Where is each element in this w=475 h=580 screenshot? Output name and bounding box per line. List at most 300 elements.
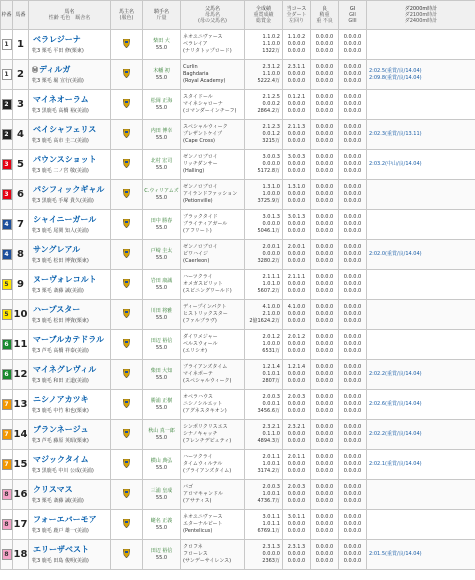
horse-number: 5	[13, 150, 29, 180]
record-cell	[245, 300, 283, 330]
soft-record: 0.0.0.0	[315, 371, 334, 377]
horse-number: 17	[13, 510, 29, 540]
total-prize: 3725.9万	[257, 198, 280, 204]
horse-name-link[interactable]: フォーエバーモア	[33, 514, 97, 524]
good-record: 0.0.0.0	[315, 304, 334, 310]
horse-name-link[interactable]: ブランネージュ	[33, 424, 89, 434]
graded-record: 0.0.0.2	[262, 101, 280, 107]
pedigree-cell	[181, 390, 245, 420]
horse-info: 牝3 芦毛 藤原 英昭(栗東)	[32, 437, 89, 444]
pedigree-cell	[181, 330, 245, 360]
jockey-link[interactable]: 田中 勝春	[150, 218, 173, 224]
course-record-cell	[283, 30, 311, 60]
silks-icon	[123, 159, 130, 168]
sire-name: スタイドール	[183, 94, 213, 100]
best-time-2000: 2:02.0(重賞/良/14.04)	[369, 251, 422, 257]
sire-name: ハーツクライ	[183, 454, 213, 460]
g2-record: 0.0.0.0	[343, 431, 362, 437]
total-record: 2.1.1.1	[262, 274, 280, 280]
best-time-2000: 2:03.2(中山/良/14.04)	[369, 161, 422, 167]
total-record: 2.3.1.2	[262, 64, 280, 70]
damsire-name: (Caerleon)	[183, 258, 210, 264]
jockey-link[interactable]: 蛯名 正義	[150, 518, 173, 524]
best-time-cell	[367, 540, 475, 570]
frame-cell	[1, 510, 13, 540]
soft-record: 0.0.0.0	[315, 101, 334, 107]
horse-info: 牝3 栗毛 堀 宣行(美浦)	[32, 77, 84, 84]
track-record-cell	[311, 510, 339, 540]
horse-name-link[interactable]: ディルガ	[39, 64, 71, 74]
jockey-weight: 55.0	[155, 375, 168, 381]
horse-name-link[interactable]: マイネオーラム	[33, 94, 89, 104]
track-record-cell	[311, 360, 339, 390]
g1-record: 0.0.0.0	[343, 394, 362, 400]
track-record-cell	[311, 210, 339, 240]
good-record: 0.0.0.0	[315, 334, 334, 340]
track-record-cell	[311, 450, 339, 480]
total-prize: 2億1624.2万	[249, 318, 280, 324]
g3-record: 0.0.0.0	[343, 498, 362, 504]
good-record: 0.0.0.0	[315, 64, 334, 70]
soft-record: 0.0.0.0	[315, 401, 334, 407]
sire-name: ゼンノロブロイ	[183, 244, 218, 250]
jockey-link[interactable]: 木幡 初	[153, 68, 170, 74]
best-time-cell	[367, 90, 475, 120]
horse-name-link[interactable]: クリスマス	[33, 484, 73, 494]
horse-row	[1, 60, 475, 90]
header-track: 良 稍重 重 不良	[311, 1, 339, 30]
frame-number: 8	[2, 549, 12, 560]
horse-name-link[interactable]: エリーザベスト	[33, 544, 89, 554]
best-time-cell	[367, 30, 475, 60]
total-record: 2.0.0.3	[262, 484, 280, 490]
horse-name-link[interactable]: ヌーヴォレコルト	[33, 274, 97, 284]
horse-number: 8	[13, 240, 29, 270]
damsire-name: (ブライアンズタイム)	[183, 468, 232, 474]
damsire-name: (Petionville)	[183, 198, 213, 204]
course-record: 3.0.0.3	[287, 154, 306, 160]
soft-record: 0.0.0.0	[315, 191, 334, 197]
dirt-record: 0.0.0.0	[287, 71, 306, 77]
course-record: 2.0.1.1	[287, 454, 306, 460]
horse-info: 牝3 鹿毛 松田 博資(栗東)	[32, 257, 89, 264]
horse-name-link[interactable]: パウンスショット	[33, 154, 97, 164]
sire-name: スペシャルウィーク	[183, 124, 228, 130]
horse-name-link[interactable]: シャイニーガール	[33, 214, 97, 224]
owner-cell	[111, 210, 143, 240]
frame-number: 7	[2, 459, 12, 470]
dirt-record: 0.0.0.0	[287, 101, 306, 107]
track-record-cell	[311, 540, 339, 570]
horse-row	[1, 210, 475, 240]
silks-icon	[123, 549, 130, 558]
g3-record: 0.0.0.0	[343, 258, 362, 264]
horse-name-link[interactable]: ニシノアカツキ	[33, 394, 89, 404]
dam-name: シナノキャッチ	[183, 431, 218, 437]
silks-icon	[123, 399, 130, 408]
horse-row	[1, 180, 475, 210]
grade-record-cell	[339, 390, 367, 420]
course-record-cell	[283, 450, 311, 480]
best-time-cell	[367, 60, 475, 90]
horse-name-link[interactable]: マーブルカテドラル	[33, 334, 105, 344]
graded-record: 1.0.1.1	[262, 521, 280, 527]
horse-number: 4	[13, 120, 29, 150]
course-record: 2.1.1.3	[287, 124, 306, 130]
track-record-cell	[311, 180, 339, 210]
sire-name: ブライアンズタイム	[183, 364, 228, 370]
course-record: 1.3.1.0	[287, 184, 306, 190]
sire-name: オペラハウス	[183, 394, 213, 400]
g1-record: 0.0.0.0	[343, 184, 362, 190]
left-record: 0.0.0.0	[287, 468, 306, 474]
g2-record: 0.0.0.0	[343, 521, 362, 527]
course-record: 2.3.1.1	[287, 64, 306, 70]
pedigree-cell	[181, 510, 245, 540]
pedigree-cell	[181, 150, 245, 180]
g1-record: 0.0.0.0	[343, 34, 362, 40]
horse-info: 牝3 鹿毛 鹿戸 雄一(美浦)	[32, 527, 89, 534]
owner-cell	[111, 120, 143, 150]
total-prize: 3215万	[262, 138, 280, 144]
dirt-record: 0.0.0.0	[287, 551, 306, 557]
frame-cell	[1, 540, 13, 570]
course-record-cell	[283, 180, 311, 210]
g1-record: 0.0.0.0	[343, 64, 362, 70]
total-record: 1.3.1.0	[262, 184, 280, 190]
frame-number: 3	[2, 189, 12, 200]
soft-record: 0.0.0.0	[315, 461, 334, 467]
grade-record-cell	[339, 360, 367, 390]
horse-name-link[interactable]: マジックタイム	[33, 454, 89, 464]
dirt-record: 0.0.0.0	[287, 341, 306, 347]
jockey-link[interactable]: 松岡 正海	[150, 98, 173, 104]
header-frame: 枠番	[1, 1, 13, 30]
horse-name-cell	[29, 480, 111, 510]
owner-cell	[111, 510, 143, 540]
damsire-name: (アグネスタキオン)	[183, 408, 227, 414]
jockey-weight: 55.0	[155, 255, 168, 261]
g1-record: 0.0.0.0	[343, 514, 362, 520]
jockey-link[interactable]: 横山 典弘	[150, 458, 173, 464]
g3-record: 0.0.0.0	[343, 528, 362, 534]
jockey-link[interactable]: 内田 博幸	[150, 128, 173, 134]
frame-number: 6	[2, 339, 12, 350]
damsire-name: (Halling)	[183, 168, 205, 174]
frame-number: 5	[2, 309, 12, 320]
entry-rows	[1, 30, 475, 570]
pedigree-cell	[181, 120, 245, 150]
track-record-cell	[311, 60, 339, 90]
jockey-weight: 55.0	[155, 225, 168, 231]
horse-row	[1, 420, 475, 450]
pedigree-cell	[181, 60, 245, 90]
record-cell	[245, 90, 283, 120]
header-best: ダ2000m時計 ダ2100m時計 ダ2400m時計	[367, 1, 475, 30]
total-record: 2.0.1.2	[262, 334, 280, 340]
horse-name-cell	[29, 30, 111, 60]
dam-name: フローレス	[183, 551, 208, 557]
g1-record: 0.0.0.0	[343, 304, 362, 310]
g3-record: 0.0.0.0	[343, 108, 362, 114]
track-record-cell	[311, 300, 339, 330]
owner-cell	[111, 420, 143, 450]
horse-name-link[interactable]: ハープスター	[33, 304, 81, 314]
horse-info: 牝3 鹿毛 田島 俊明(美浦)	[32, 557, 89, 564]
soft-record: 0.0.0.0	[315, 161, 334, 167]
damsire-name: (コマンダーインチーフ)	[183, 108, 237, 114]
frame-cell	[1, 210, 13, 240]
horse-number: 12	[13, 360, 29, 390]
horse-number: 16	[13, 480, 29, 510]
jockey-link[interactable]: 川田 将雅	[150, 308, 173, 314]
header-name: 馬名 性齢 毛色 厩舎名	[29, 1, 111, 30]
horse-info: 牝3 鹿毛 松田 博資(栗東)	[32, 317, 89, 324]
frame-cell	[1, 90, 13, 120]
jockey-weight: 55.0	[155, 105, 168, 111]
graded-record: 1.0.0.1	[262, 491, 280, 497]
total-record: 4.1.0.0	[262, 304, 280, 310]
horse-row	[1, 360, 475, 390]
left-record: 0.0.0.0	[287, 408, 306, 414]
frame-number: 5	[2, 279, 12, 290]
record-cell	[245, 480, 283, 510]
horse-info: 牝3 鹿毛 中竹 和也(栗東)	[32, 407, 89, 414]
horse-row	[1, 510, 475, 540]
soft-record: 0.0.0.0	[315, 551, 334, 557]
pedigree-cell	[181, 30, 245, 60]
heavy-record: 0.0.0.0	[315, 378, 334, 384]
g2-record: 0.0.0.0	[343, 551, 362, 557]
pedigree-cell	[181, 240, 245, 270]
g3-record: 0.0.0.0	[343, 378, 362, 384]
graded-record: 1.0.0.0	[262, 341, 280, 347]
graded-record: 1.1.0.0	[262, 41, 280, 47]
course-record: 3.0.1.3	[287, 214, 306, 220]
total-record: 3.0.1.1	[262, 514, 280, 520]
horse-name-link[interactable]: サングレアル	[33, 244, 81, 254]
dam-name: リッチダンサー	[183, 161, 218, 167]
damsire-name: (Royal Academy)	[183, 78, 226, 84]
heavy-record: 0.0.0.0	[315, 558, 334, 564]
left-record: 0.0.0.0	[287, 498, 306, 504]
best-time-2000: 2:02.6(重賞/良/14.04)	[369, 401, 422, 407]
jockey-cell	[143, 540, 181, 570]
jockey-link[interactable]: 柴田 大知	[150, 368, 173, 374]
g3-record: 0.0.0.0	[343, 318, 362, 324]
dirt-record: 0.0.0.0	[287, 191, 306, 197]
jockey-link[interactable]: C.ウィリアムズ	[144, 188, 179, 194]
jockey-link[interactable]: 田辺 裕信	[150, 548, 173, 554]
sire-name: ディープインパクト	[183, 304, 227, 310]
horse-row	[1, 30, 475, 60]
silks-icon	[123, 519, 130, 528]
course-record-cell	[283, 150, 311, 180]
dirt-record: 0.0.0.0	[287, 41, 306, 47]
header-course: 当コース 全ダート 左回り	[283, 1, 311, 30]
horse-row	[1, 150, 475, 180]
jockey-link[interactable]: 田辺 裕信	[150, 338, 173, 344]
dam-name: マイネボーテ	[183, 371, 213, 377]
heavy-record: 0.0.0.0	[315, 48, 334, 54]
best-time-2000: 2:01.5(重賞/良/14.04)	[369, 551, 422, 557]
heavy-record: 0.0.0.0	[315, 318, 334, 324]
best-time-cell	[367, 270, 475, 300]
soft-record: 0.0.0.0	[315, 311, 334, 317]
horse-name-cell	[29, 60, 111, 90]
horse-name-link[interactable]: マイネグレヴィル	[33, 364, 97, 374]
left-record: 0.0.0.0	[287, 528, 306, 534]
silks-icon	[123, 339, 130, 348]
horse-row	[1, 390, 475, 420]
jockey-link[interactable]: 戸崎 圭太	[150, 248, 173, 254]
left-record: 0.0.0.0	[287, 258, 306, 264]
left-record: 0.0.0.0	[287, 318, 306, 324]
total-prize: 3456.6万	[257, 408, 280, 414]
horse-row	[1, 270, 475, 300]
total-record: 2.0.1.1	[262, 454, 280, 460]
dirt-record: 0.0.0.0	[287, 251, 306, 257]
jockey-weight: 55.0	[155, 75, 168, 81]
frame-number: 1	[2, 69, 12, 80]
owner-cell	[111, 390, 143, 420]
horse-number: 14	[13, 420, 29, 450]
best-time-cell	[367, 240, 475, 270]
course-record-cell	[283, 510, 311, 540]
pedigree-cell	[181, 180, 245, 210]
graded-record: 1.0.0.1	[262, 461, 280, 467]
frame-cell	[1, 330, 13, 360]
jockey-link[interactable]: 勝浦 正樹	[150, 398, 173, 404]
dam-name: アロマキャンドル	[183, 491, 224, 497]
damsire-name: (スペシャルウィーク)	[183, 378, 232, 384]
horse-name-cell	[29, 150, 111, 180]
good-record: 0.0.0.0	[315, 34, 334, 40]
good-record: 0.0.0.0	[315, 544, 334, 550]
horse-name-link[interactable]: ベラレジーナ	[33, 34, 81, 44]
sire-name: ネオユニヴァース	[183, 34, 223, 40]
dirt-record: 0.0.0.0	[287, 221, 306, 227]
record-cell	[245, 240, 283, 270]
total-prize: 3280.2万	[257, 258, 280, 264]
total-record: 1.2.1.4	[262, 364, 280, 370]
course-record: 2.0.0.3	[287, 394, 306, 400]
best-time-cell	[367, 450, 475, 480]
heavy-record: 0.0.0.0	[315, 468, 334, 474]
grade-record-cell	[339, 540, 367, 570]
grade-record-cell	[339, 480, 367, 510]
best-time-cell	[367, 420, 475, 450]
owner-cell	[111, 450, 143, 480]
g3-record: 0.0.0.0	[343, 48, 362, 54]
g3-record: 0.0.0.0	[343, 348, 362, 354]
total-prize: 5222.4万	[257, 78, 280, 84]
frame-cell	[1, 450, 13, 480]
horse-row	[1, 330, 475, 360]
frame-number: 8	[2, 489, 12, 500]
horse-info: 牝3 栗毛 斎藤 誠(美浦)	[32, 287, 84, 294]
horse-info: 牝3 栗毛 平田 修(栗東)	[32, 47, 84, 54]
soft-record: 0.0.0.0	[315, 221, 334, 227]
jockey-link[interactable]: 秋山 真一郎	[148, 428, 175, 434]
frame-cell	[1, 360, 13, 390]
frame-number: 7	[2, 429, 12, 440]
jockey-link[interactable]: 三浦 皇成	[150, 488, 173, 494]
heavy-record: 0.0.0.0	[315, 438, 334, 444]
frame-number: 4	[2, 219, 12, 230]
jockey-cell	[143, 180, 181, 210]
total-record: 2.3.1.3	[262, 544, 280, 550]
owner-cell	[111, 30, 143, 60]
left-record: 0.0.0.0	[287, 78, 306, 84]
best-time-2100: 2:09.8(重賞/良/14.04)	[369, 74, 422, 81]
horse-name-link[interactable]: パシフィックギャル	[33, 184, 105, 194]
silks-icon	[123, 489, 130, 498]
dirt-record: 0.0.0.0	[287, 491, 306, 497]
g2-record: 0.0.0.0	[343, 371, 362, 377]
frame-number: 3	[2, 159, 12, 170]
soft-record: 0.0.0.0	[315, 251, 334, 257]
horse-name-cell	[29, 510, 111, 540]
best-time-2000: 2:02.2(重賞/良/14.04)	[369, 431, 422, 437]
frame-cell	[1, 150, 13, 180]
dam-name: アイランドファッション	[183, 191, 238, 197]
g3-record: 0.0.0.0	[343, 468, 362, 474]
record-cell	[245, 360, 283, 390]
horse-info: 牝3 黒鹿毛 高橋 裕(美浦)	[32, 107, 89, 114]
left-record: 0.0.0.0	[287, 558, 306, 564]
damsire-name: (Cape Cross)	[183, 138, 216, 144]
course-record-cell	[283, 330, 311, 360]
horse-name-cell	[29, 420, 111, 450]
g3-record: 0.0.0.0	[343, 288, 362, 294]
horse-number: 2	[13, 60, 29, 90]
g1-record: 0.0.0.0	[343, 124, 362, 130]
record-cell	[245, 390, 283, 420]
course-record-cell	[283, 420, 311, 450]
record-cell	[245, 180, 283, 210]
left-record: 0.0.0.0	[287, 108, 306, 114]
jockey-weight: 55.0	[155, 435, 168, 441]
horse-name-link[interactable]: ベイシャフェリス	[33, 124, 97, 134]
horse-name-cell	[29, 90, 111, 120]
sire-name: ハーツクライ	[183, 274, 213, 280]
jockey-link[interactable]: 柴田 大	[153, 38, 170, 44]
course-record: 2.3.1.3	[287, 544, 306, 550]
jockey-link[interactable]: 岩田 康誠	[150, 278, 173, 284]
dirt-record: 0.0.0.0	[287, 431, 306, 437]
g2-record: 0.0.0.0	[343, 401, 362, 407]
record-cell	[245, 450, 283, 480]
jockey-link[interactable]: 北村 宏司	[150, 158, 173, 164]
good-record: 0.0.0.0	[315, 514, 334, 520]
grade-record-cell	[339, 150, 367, 180]
soft-record: 0.0.0.0	[315, 491, 334, 497]
jockey-cell	[143, 210, 181, 240]
dam-name: オメガスピリット	[183, 281, 223, 287]
dirt-record: 0.0.0.0	[287, 161, 306, 167]
course-record-cell	[283, 390, 311, 420]
horse-number: 9	[13, 270, 29, 300]
good-record: 0.0.0.0	[315, 484, 334, 490]
total-record: 2.0.0.3	[262, 394, 280, 400]
dam-name: ヒストリックスター	[183, 311, 228, 317]
graded-record: 0.0.0.0	[262, 221, 280, 227]
frame-number: 2	[2, 99, 12, 110]
owner-cell	[111, 540, 143, 570]
horse-row	[1, 90, 475, 120]
frame-cell	[1, 60, 13, 90]
